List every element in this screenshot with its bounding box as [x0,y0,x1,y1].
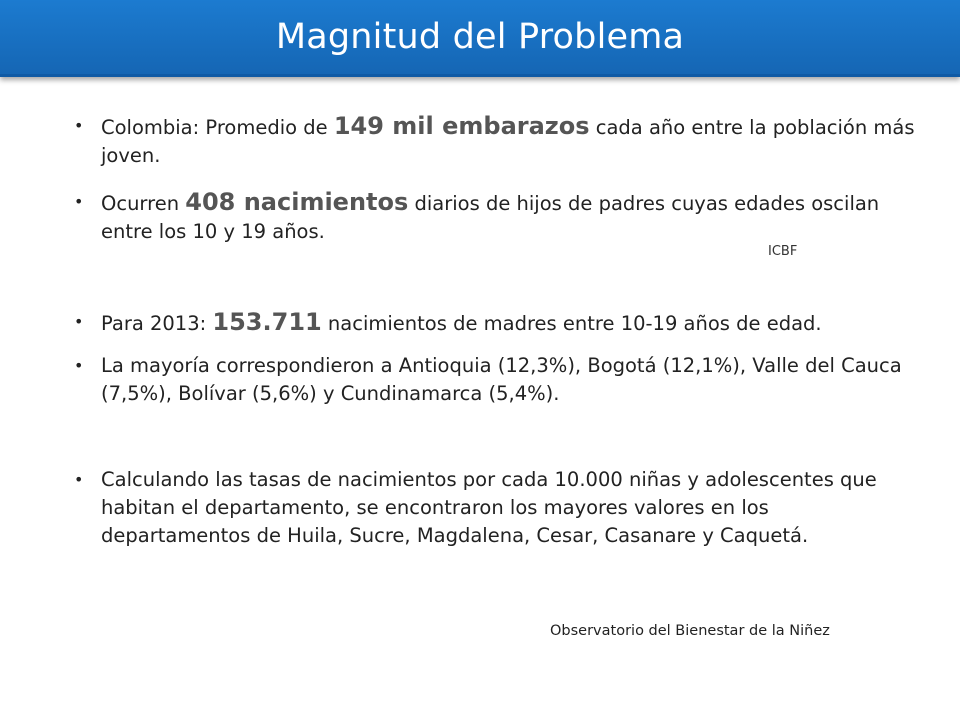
bullet-item-3: • Para 2013: 153.711 nacimientos de madres entre 10-19 años de edad. [74,308,822,336]
highlight-nacimientos: 408 nacimientos [185,188,409,216]
slide-title: Magnitud del Problema [275,17,685,57]
bullet-item-2: • Ocurren 408 nacimientos diarios de hijos de padres cuyas edades oscilan entre los 10 y 19 años. [74,188,880,243]
bullet-icon: • [74,312,84,331]
bullet-item-1: • Colombia: Promedio de 149 mil embarazos cada año entre la población más joven. [74,112,915,167]
bullet-icon: • [74,116,84,135]
bullet-icon: • [74,470,84,489]
title-bar [0,0,960,77]
bullet-icon: • [74,192,84,211]
bullet-item-5: • Calculando las tasas de nacimientos por cada 10.000 niñas y adolescentes que habitan el departamento, se encontraron los mayores valores en los departamentos de Huila, Sucre, Magdalena, Cesar, Casanare y Caquetá. [74,468,877,547]
bullet-item-4: • La mayoría correspondieron a Antioquia (12,3%), Bogotá (12,1%), Valle del Cauca (7,5%), Bolívar (5,6%) y Cundinamarca (5,4%). [74,354,902,405]
highlight-153711: 153.711 [212,308,322,336]
source-observatorio: Observatorio del Bienestar de la Niñez [550,623,830,639]
highlight-embarazos: 149 mil embarazos [333,112,590,140]
source-icbf: ICBF [768,244,798,259]
bullet-icon: • [74,356,84,375]
